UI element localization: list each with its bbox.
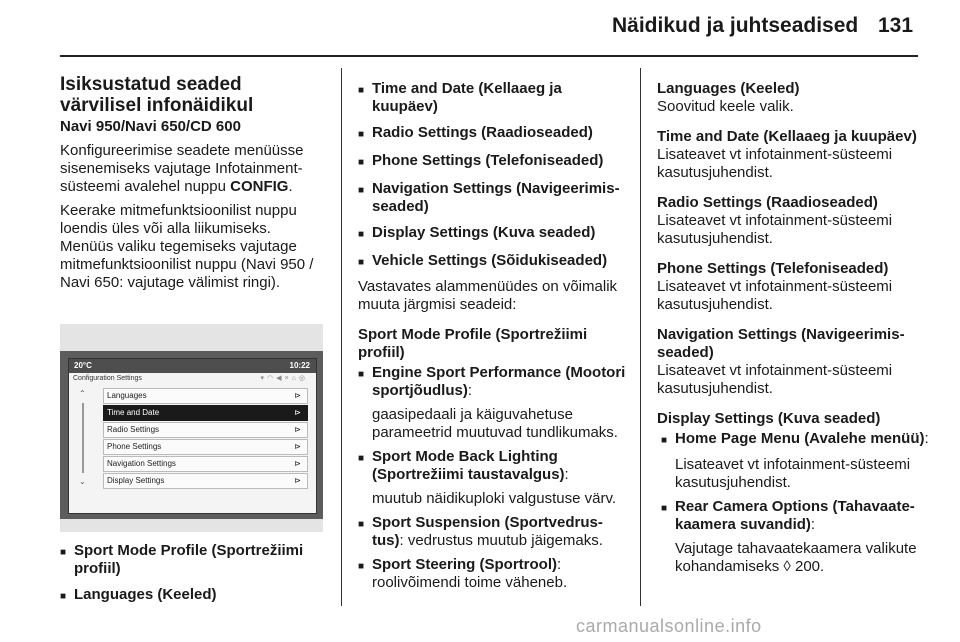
display-screen	[60, 351, 323, 519]
display-settings-title: Display Settings (Kuva seaded)	[657, 410, 881, 427]
bullet-icon: ■	[358, 369, 365, 380]
column-2	[358, 80, 630, 592]
speaker-icon: ◀	[276, 375, 285, 382]
screen-title: Configuration Settings	[73, 375, 142, 382]
scroll-track[interactable]	[82, 403, 84, 473]
list-item: ■ Radio Settings (Raadioseaded)	[358, 124, 630, 144]
status-icons	[261, 374, 308, 382]
mute-icon: ×	[284, 375, 292, 382]
instruction-paragraph: Keerake mitmefunktsioonilist nuppu loendis üles või alla liikumiseks. Menüüs valiku tegemiseks vajutage mitmefunktsioonilist nuppu (Navi 950 / Navi 650: vajutage välimist ringi).	[60, 202, 314, 291]
menu-item-label: Radio Settings	[107, 425, 160, 434]
item-description: Vajutage tahavaatekaamera valikute kohandamiseks ◊ 200.	[675, 540, 917, 575]
bullet-icon: ■	[60, 591, 67, 602]
menu-item-label: Phone Settings	[107, 442, 162, 451]
list-item: ■ Display Settings (Kuva seaded)	[358, 224, 630, 244]
section-title: Radio Settings (Raadioseaded)	[657, 194, 878, 211]
chevron-right-icon: ⊳	[294, 442, 301, 451]
menu-item-label: Navigation Settings	[107, 459, 176, 468]
submenu-intro: Vastavates alammenüüdes on võimalik muuta järgmisi seadeid:	[358, 278, 618, 313]
bullet-icon: ■	[358, 257, 365, 268]
list-item: ■ Engine Sport Performance (Mootori sportjõudlus):	[358, 364, 626, 399]
nav-icon: ⌂	[291, 375, 299, 382]
wifi-icon: ◠	[267, 375, 277, 382]
list-item: ■ Vehicle Settings (Sõidukiseaded)	[358, 252, 630, 272]
bullet-icon: ■	[661, 503, 668, 514]
temperature-readout: 20°C	[74, 361, 92, 370]
column-3	[657, 80, 929, 576]
column-1	[60, 74, 328, 292]
menu-item[interactable]	[103, 473, 308, 489]
list-item: ■ Sport Suspension (Sportvedrus-tus): vedrustus muutub jäigemaks.	[358, 514, 603, 549]
list-item: ■ Phone Settings (Telefoniseaded)	[358, 152, 630, 172]
bullet-icon: ■	[358, 129, 365, 140]
config-button-name: CONFIG	[230, 178, 289, 195]
menu-item[interactable]	[103, 456, 308, 472]
page-ref-icon: ◊	[783, 558, 791, 575]
list-item: ■ Sport Mode Profile (Sportrežiimi profiil)	[60, 542, 304, 577]
header-rule	[60, 55, 918, 57]
page-reference[interactable]: 200.	[795, 558, 825, 575]
section-heading: Isiksustatud seaded värvilisel infonäidikul	[60, 74, 254, 116]
bullet-icon: ■	[358, 85, 365, 96]
settings-icon: ◎	[298, 375, 308, 382]
intro-paragraph: Konfigureerimise seadete menüüsse sisenemiseks vajutage Infotainment-süsteemi avalehel nuppu CONFIG.	[60, 142, 304, 195]
section-text: Lisateavet vt infotainment-süsteemi kasutusjuhendist.	[657, 278, 893, 313]
config-settings-figure	[60, 324, 323, 532]
page-number: 131	[878, 14, 914, 37]
bullet-icon: ■	[358, 561, 365, 572]
page-header-title: Näidikud ja juhtseadised	[612, 14, 859, 37]
section-title: Time and Date (Kellaaeg ja kuupäev)	[657, 128, 917, 145]
settings-menu-list	[103, 388, 308, 490]
status-bar	[69, 359, 316, 373]
column-divider-1	[341, 68, 342, 606]
list-item: ■ Languages (Keeled)	[60, 586, 328, 606]
section-text: Lisateavet vt infotainment-süsteemi kasutusjuhendist.	[657, 362, 893, 397]
clock-readout: 10:22	[289, 361, 310, 370]
chevron-right-icon: ⊳	[294, 425, 301, 434]
item-description: muutub näidikuploki valgustuse värv.	[372, 490, 617, 507]
list-item: ■ Home Page Menu (Avalehe menüü):	[657, 430, 929, 450]
section-title: Navigation Settings (Navigeerimis-seaded)	[657, 326, 905, 361]
list-item: ■ Rear Camera Options (Tahavaate-kaamera suvandid):	[661, 498, 915, 533]
menu-item[interactable]	[103, 388, 308, 404]
chevron-right-icon: ⊳	[294, 476, 301, 485]
menu-item[interactable]	[103, 405, 308, 421]
section-title: Languages (Keeled)	[657, 80, 800, 97]
list-item: ■ Time and Date (Kellaaeg ja kuupäev)	[358, 80, 562, 115]
scroll-down-icon[interactable]: ⌄	[79, 477, 86, 486]
menu-item[interactable]	[103, 422, 308, 438]
bullet-icon: ■	[358, 157, 365, 168]
bullet-icon: ■	[358, 229, 365, 240]
list-item: ■ Sport Mode Back Lighting (Sportrežiimi taustavalgus):	[358, 448, 569, 483]
bullet-icon: ■	[60, 547, 67, 558]
chevron-right-icon: ⊳	[294, 391, 301, 400]
section-title: Phone Settings (Telefoniseaded)	[657, 260, 889, 277]
sport-mode-title: Sport Mode Profile (Sportrežiimi profiil)	[358, 326, 588, 361]
section-subheading: Navi 950/Navi 650/CD 600	[60, 118, 241, 135]
signal-icon: ▾	[260, 375, 268, 382]
menu-item[interactable]	[103, 439, 308, 455]
menu-item-label: Display Settings	[107, 476, 165, 485]
bullet-icon: ■	[661, 435, 668, 446]
menu-item-label: Languages	[107, 391, 147, 400]
item-description: Lisateavet vt infotainment-süsteemi kasutusjuhendist.	[675, 456, 911, 491]
chevron-right-icon: ⊳	[294, 459, 301, 468]
chevron-right-icon: ⊳	[294, 408, 301, 417]
scroll-up-icon[interactable]: ⌃	[79, 389, 86, 398]
bullet-icon: ■	[358, 185, 365, 196]
section-text: Soovitud keele valik.	[657, 98, 794, 115]
bullet-icon: ■	[358, 453, 365, 464]
display-inner	[68, 358, 317, 514]
item-description: gaasipedaali ja käiguvahetuse parameetrid muutuvad tundlikumaks.	[372, 406, 618, 441]
bullet-icon: ■	[358, 519, 365, 530]
column-1-bullets	[60, 542, 328, 606]
section-text: Lisateavet vt infotainment-süsteemi kasutusjuhendist.	[657, 212, 893, 247]
menu-item-label: Time and Date	[107, 408, 160, 417]
list-item: ■ Navigation Settings (Navigeerimis-seaded)	[358, 180, 620, 215]
list-item: ■ Sport Steering (Sportrool): roolivõimendi toime väheneb.	[358, 556, 568, 591]
column-divider-2	[640, 68, 641, 606]
section-text: Lisateavet vt infotainment-süsteemi kasutusjuhendist.	[657, 146, 893, 181]
watermark: carmanualsonline.info	[576, 616, 762, 636]
